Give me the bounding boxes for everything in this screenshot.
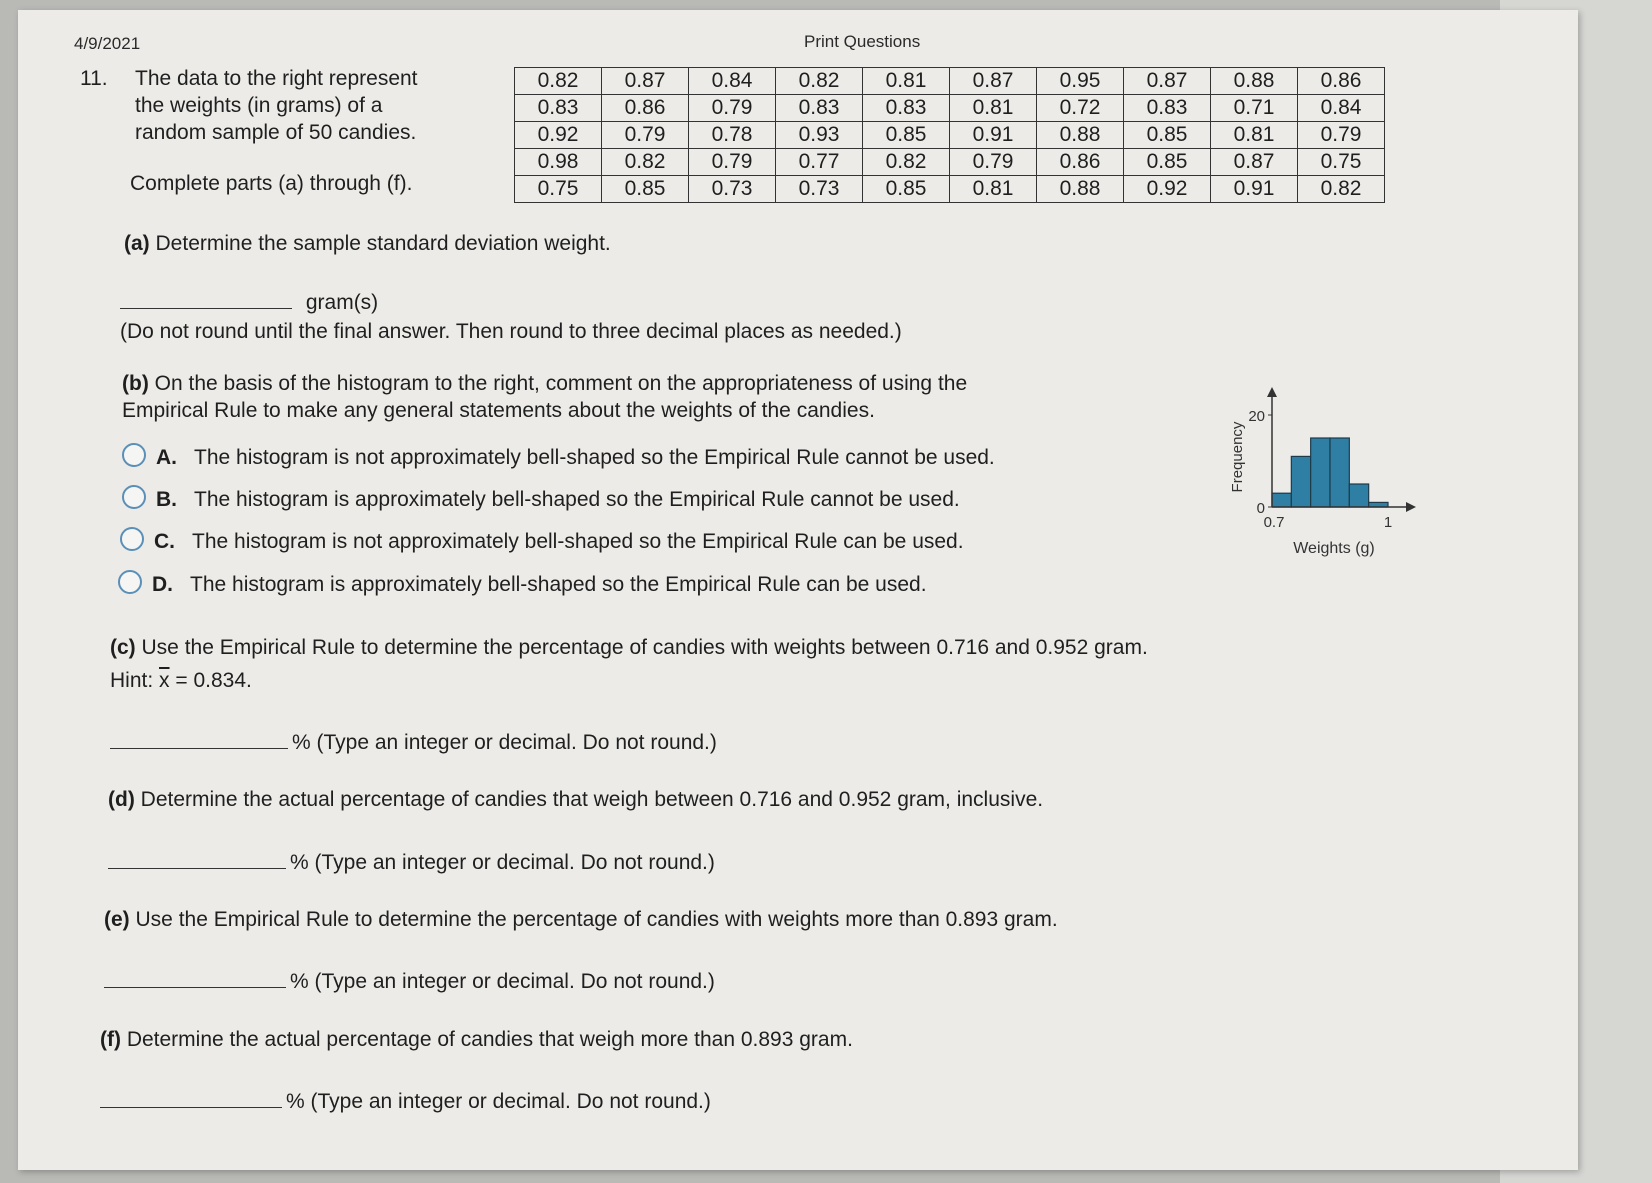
- part-b-line1: On the basis of the histogram to the right, comment on the appropriateness of using the: [154, 372, 968, 395]
- table-cell: 0.86: [1298, 68, 1385, 95]
- table-row: [515, 95, 1385, 122]
- radio-a[interactable]: [122, 443, 146, 467]
- question-intro: [135, 65, 418, 146]
- table-cell: 0.73: [689, 176, 776, 203]
- part-a-unit: gram(s): [305, 291, 379, 314]
- table-cell: 0.81: [863, 68, 950, 95]
- part-a-answer: [120, 286, 378, 316]
- table-cell: 0.92: [1124, 176, 1211, 203]
- part-f-label: (f): [100, 1028, 121, 1051]
- table-cell: 0.86: [1037, 149, 1124, 176]
- table-cell: 0.83: [1124, 95, 1211, 122]
- table-cell: 0.92: [515, 122, 602, 149]
- x-axis-label: Weights (g): [1293, 540, 1375, 557]
- table-cell: 0.79: [689, 95, 776, 122]
- print-title: Print Questions: [804, 32, 921, 51]
- option-text: The histogram is approximately bell-shaped so the Empirical Rule cannot be used.: [194, 488, 960, 511]
- option-b[interactable]: [122, 485, 960, 513]
- table-cell: 0.85: [863, 122, 950, 149]
- part-d-label: (d): [108, 788, 135, 811]
- part-a-note: (Do not round until the final answer. Then round to three decimal places as needed.): [120, 320, 902, 343]
- intro-line: random sample of 50 candies.: [135, 121, 417, 144]
- table-cell: 0.84: [1298, 95, 1385, 122]
- option-letter: A.: [156, 446, 177, 469]
- table-cell: 0.71: [1211, 95, 1298, 122]
- hint-prefix: Hint:: [110, 669, 160, 692]
- table-cell: 0.79: [950, 149, 1037, 176]
- intro-line: the weights (in grams) of a: [135, 94, 383, 117]
- table-cell: 0.85: [1124, 149, 1211, 176]
- table-row: [515, 68, 1385, 95]
- option-text: The histogram is not approximately bell-shaped so the Empirical Rule can be used.: [192, 530, 964, 553]
- table-cell: 0.82: [776, 68, 863, 95]
- table-cell: 0.93: [776, 122, 863, 149]
- x-tick-label-0.7: 0.7: [1263, 514, 1285, 531]
- data-table: [514, 67, 1385, 203]
- histogram-bar: [1272, 493, 1291, 507]
- y-axis-label: Frequency: [1229, 421, 1246, 493]
- table-row: [515, 176, 1385, 203]
- part-d-blank[interactable]: [108, 846, 286, 869]
- y-tick-label-0: 0: [1256, 500, 1265, 517]
- part-a-blank[interactable]: [120, 286, 292, 309]
- table-cell: 0.86: [602, 95, 689, 122]
- question-number: 11.: [80, 67, 108, 90]
- option-c[interactable]: [120, 527, 964, 555]
- radio-d[interactable]: [118, 570, 142, 594]
- part-f-text: Determine the actual percentage of candies that weigh more than 0.893 gram.: [126, 1028, 853, 1051]
- part-d-text: Determine the actual percentage of candies that weigh between 0.716 and 0.952 gram, inclusive.: [140, 788, 1044, 811]
- option-letter: C.: [154, 530, 175, 553]
- part-e-answer: [104, 965, 715, 995]
- instruction: Complete parts (a) through (f).: [130, 172, 413, 195]
- part-b-line2: Empirical Rule to make any general statements about the weights of the candies.: [122, 399, 875, 422]
- option-letter: D.: [152, 573, 173, 596]
- option-letter: B.: [156, 488, 177, 511]
- part-b-prompt: [122, 370, 967, 424]
- histogram-bars: [1272, 438, 1388, 507]
- table-cell: 0.81: [1211, 122, 1298, 149]
- table-cell: 0.91: [950, 122, 1037, 149]
- table-cell: 0.75: [515, 176, 602, 203]
- table-cell: 0.98: [515, 149, 602, 176]
- table-cell: 0.78: [689, 122, 776, 149]
- part-a-prompt: [124, 230, 611, 257]
- table-cell: 0.88: [1211, 68, 1298, 95]
- radio-b[interactable]: [122, 485, 146, 509]
- part-c-text: Use the Empirical Rule to determine the percentage of candies with weights between 0.716 and 0.952 gram.: [141, 636, 1148, 659]
- hint-xbar: $\overline{x}$: [159, 669, 170, 692]
- table-cell: 0.88: [1037, 122, 1124, 149]
- table-cell: 0.83: [863, 95, 950, 122]
- option-a[interactable]: [122, 443, 995, 471]
- table-cell: 0.75: [1298, 149, 1385, 176]
- histogram-bar: [1291, 456, 1310, 507]
- table-cell: 0.73: [776, 176, 863, 203]
- table-cell: 0.82: [602, 149, 689, 176]
- part-d-answer: [108, 846, 715, 876]
- part-c-label: (c): [110, 636, 136, 659]
- table-cell: 0.87: [602, 68, 689, 95]
- table-cell: 0.85: [863, 176, 950, 203]
- histogram-bar: [1349, 484, 1368, 507]
- part-c-note: % (Type an integer or decimal. Do not round.): [292, 731, 717, 754]
- part-f-note: % (Type an integer or decimal. Do not round.): [286, 1090, 711, 1113]
- print-date: 4/9/2021: [74, 34, 141, 53]
- table-cell: 0.72: [1037, 95, 1124, 122]
- table-cell: 0.81: [950, 176, 1037, 203]
- option-text: The histogram is not approximately bell-shaped so the Empirical Rule cannot be used.: [194, 446, 995, 469]
- table-cell: 0.87: [950, 68, 1037, 95]
- table-row: [515, 149, 1385, 176]
- part-f-blank[interactable]: [100, 1085, 282, 1108]
- histogram-bar: [1330, 438, 1349, 507]
- radio-c[interactable]: [120, 527, 144, 551]
- part-e-note: % (Type an integer or decimal. Do not round.): [290, 970, 715, 993]
- option-text: The histogram is approximately bell-shaped so the Empirical Rule can be used.: [190, 573, 927, 596]
- part-b-label: (b): [122, 372, 149, 395]
- table-cell: 0.83: [515, 95, 602, 122]
- part-e-label: (e): [104, 908, 130, 931]
- histogram-bar: [1311, 438, 1330, 507]
- table-cell: 0.87: [1124, 68, 1211, 95]
- table-cell: 0.95: [1037, 68, 1124, 95]
- printed-page: [18, 10, 1578, 1170]
- table-cell: 0.85: [602, 176, 689, 203]
- intro-line: The data to the right represent: [135, 67, 418, 90]
- histogram: [1224, 385, 1464, 585]
- y-tick-label-20: 20: [1248, 408, 1265, 425]
- table-cell: 0.91: [1211, 176, 1298, 203]
- part-c-answer: [110, 726, 717, 756]
- table-cell: 0.82: [1298, 176, 1385, 203]
- part-f-answer: [100, 1085, 711, 1115]
- part-e-text: Use the Empirical Rule to determine the percentage of candies with weights more than 0.893 gram.: [135, 908, 1058, 931]
- part-e-blank[interactable]: [104, 965, 286, 988]
- table-cell: 0.87: [1211, 149, 1298, 176]
- part-a-text: Determine the sample standard deviation weight.: [155, 232, 611, 255]
- x-tick-label-1: 1: [1383, 514, 1393, 531]
- hint-value: = 0.834.: [169, 669, 252, 692]
- table-cell: 0.79: [602, 122, 689, 149]
- table-row: [515, 122, 1385, 149]
- table-cell: 0.79: [1298, 122, 1385, 149]
- table-cell: 0.83: [776, 95, 863, 122]
- table-cell: 0.77: [776, 149, 863, 176]
- part-c-blank[interactable]: [110, 726, 288, 749]
- part-a-label: (a): [124, 232, 150, 255]
- part-d-prompt: [108, 786, 1043, 813]
- part-e-prompt: [104, 906, 1058, 933]
- table-cell: 0.79: [689, 149, 776, 176]
- table-cell: 0.84: [689, 68, 776, 95]
- table-cell: 0.82: [515, 68, 602, 95]
- option-d[interactable]: [118, 570, 927, 598]
- x-axis-arrow: [1406, 502, 1416, 512]
- part-d-note: % (Type an integer or decimal. Do not round.): [290, 851, 715, 874]
- part-c-prompt: [110, 634, 1148, 694]
- table-cell: 0.88: [1037, 176, 1124, 203]
- table-cell: 0.82: [863, 149, 950, 176]
- part-f-prompt: [100, 1026, 853, 1053]
- table-cell: 0.81: [950, 95, 1037, 122]
- table-cell: 0.85: [1124, 122, 1211, 149]
- y-axis-arrow: [1267, 387, 1277, 397]
